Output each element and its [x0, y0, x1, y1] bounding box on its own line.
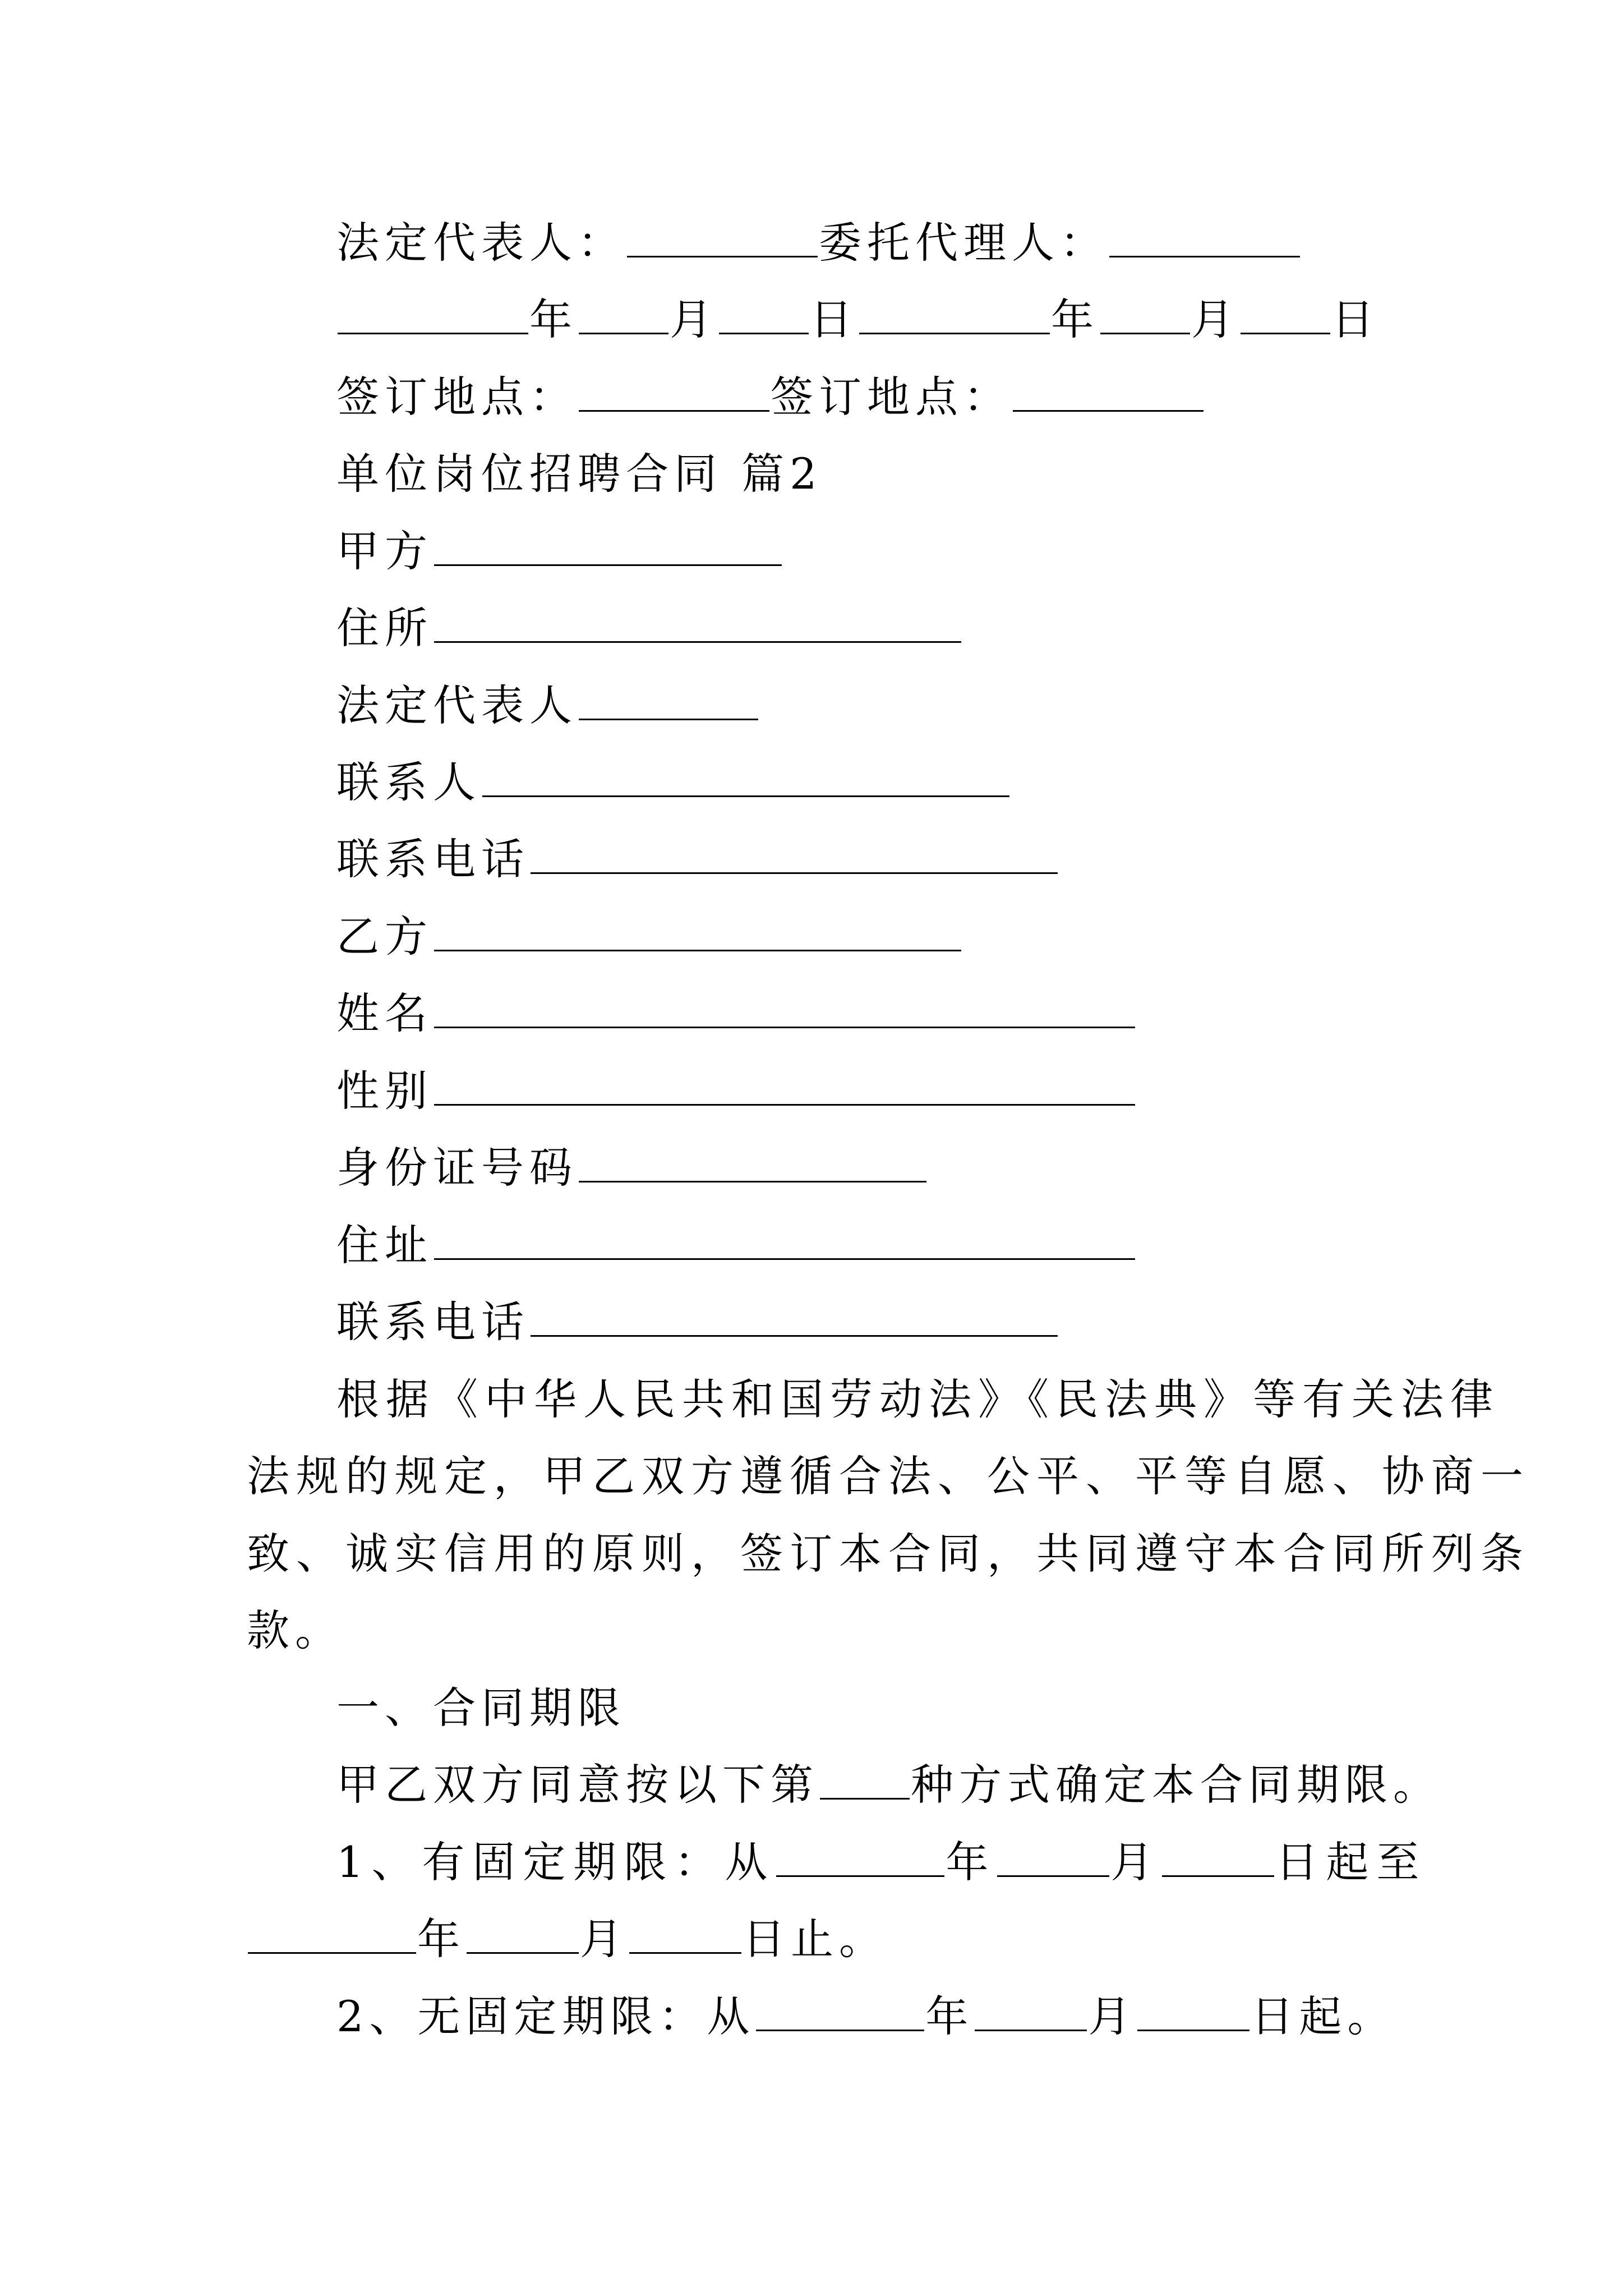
- section-title: 单位岗位招聘合同 篇2: [336, 449, 823, 499]
- preamble-line-1: 根据《中华人民共和国劳动法》《民法典》等有关法律: [336, 1374, 1500, 1424]
- party-a-contact-label: 联系人: [336, 757, 481, 807]
- date-month-word: 月: [670, 295, 718, 344]
- party-b-id-label: 身份证号码: [336, 1143, 578, 1193]
- year-word: 年: [417, 1914, 465, 1964]
- place-b-blank: [1013, 374, 1204, 412]
- place-label: 签订地点：: [336, 372, 578, 422]
- party-b-gender-line: [336, 1064, 1136, 1118]
- party-a-phone-line: [336, 832, 1059, 886]
- fixed-end-year-blank: [248, 1916, 416, 1954]
- fixed-term-label: 1、有固定期限：从: [336, 1837, 776, 1887]
- place-a-blank: [579, 374, 769, 412]
- fixed-term-end-line: [247, 1912, 887, 1966]
- party-b-name-blank: [434, 991, 1135, 1028]
- party-a-blank: [434, 528, 782, 566]
- legal-rep-label: 法定代表人：: [336, 218, 626, 268]
- party-a-phone-blank: [531, 836, 1058, 874]
- party-b-blank: [434, 914, 961, 951]
- signature-date-line: [336, 293, 1380, 347]
- month-word: 月: [580, 1914, 628, 1964]
- party-b-gender-blank: [434, 1068, 1135, 1106]
- party-a-contact-line: [336, 756, 1011, 809]
- date-year-word: 年: [529, 295, 578, 344]
- party-b-address-label: 住址: [336, 1220, 433, 1270]
- year-word: 年: [925, 1991, 974, 2041]
- open-start-year-blank: [756, 1994, 924, 2031]
- date-a-year-blank: [338, 297, 528, 334]
- party-a-legal-rep-line: [336, 679, 759, 733]
- party-b-phone-line: [336, 1295, 1059, 1349]
- party-a-legal-rep-label: 法定代表人: [336, 680, 578, 730]
- open-term-line: [336, 1990, 1395, 2044]
- agent-blank: [1109, 220, 1300, 257]
- preamble-line-3: 致、诚实信用的原则，签订本合同，共同遵守本合同所列条: [247, 1529, 1530, 1579]
- method-number-blank: [820, 1762, 910, 1800]
- fixed-start-year-blank: [776, 1839, 944, 1877]
- party-b-line: [336, 910, 962, 964]
- party-a-line: [336, 524, 783, 578]
- date-a-day-blank: [719, 297, 809, 334]
- party-b-name-label: 姓名: [336, 988, 433, 1038]
- place-label: 签订地点：: [771, 372, 1012, 422]
- party-a-label: 甲方: [336, 526, 433, 576]
- date-year-word: 年: [1051, 295, 1099, 344]
- date-a-month-blank: [579, 297, 668, 334]
- party-a-legal-rep-blank: [579, 683, 758, 720]
- date-day-word: 日: [1331, 295, 1380, 344]
- party-b-phone-label: 联系电话: [336, 1297, 529, 1347]
- from-day-suffix: 日起至: [1275, 1837, 1427, 1887]
- fixed-start-day-blank: [1162, 1839, 1274, 1877]
- month-word: 月: [1110, 1837, 1161, 1887]
- party-b-id-blank: [579, 1145, 926, 1182]
- date-day-word: 日: [810, 295, 858, 344]
- signature-place-line: [336, 370, 1205, 424]
- fixed-term-line: [336, 1835, 1427, 1889]
- party-b-phone-blank: [531, 1299, 1058, 1337]
- signature-rep-line: [336, 216, 1301, 270]
- fixed-start-month-blank: [997, 1839, 1109, 1877]
- fixed-end-month-blank: [467, 1916, 579, 1954]
- party-a-contact-blank: [482, 760, 1009, 797]
- date-month-word: 月: [1191, 295, 1239, 344]
- date-b-year-blank: [859, 297, 1050, 334]
- year-word: 年: [946, 1837, 997, 1887]
- party-b-address-blank: [434, 1222, 1135, 1260]
- date-b-month-blank: [1100, 297, 1190, 334]
- fixed-end-day-blank: [629, 1916, 741, 1954]
- month-word: 月: [1088, 1991, 1137, 2041]
- party-a-address-line: [336, 601, 962, 655]
- open-start-month-blank: [975, 1994, 1087, 2031]
- party-b-name-line: [336, 987, 1136, 1041]
- clause-1-intro-after: 种方式确定本合同期限。: [911, 1760, 1441, 1810]
- party-b-address-line: [336, 1218, 1136, 1272]
- agent-label: 委托代理人：: [819, 218, 1108, 268]
- clause-1-intro-line: [336, 1758, 1441, 1812]
- party-a-address-blank: [434, 605, 961, 643]
- open-term-label: 2、无固定期限：从: [336, 1991, 755, 2041]
- clause-1-intro-before: 甲乙双方同意按以下第: [336, 1760, 819, 1810]
- start-suffix: 日起。: [1251, 1991, 1396, 2041]
- date-b-day-blank: [1241, 297, 1330, 334]
- party-a-address-label: 住所: [336, 603, 433, 653]
- until-suffix: 日止。: [743, 1914, 887, 1964]
- open-start-day-blank: [1137, 1994, 1249, 2031]
- preamble-line-4: 款。: [247, 1605, 343, 1655]
- party-b-gender-label: 性别: [336, 1066, 433, 1116]
- party-b-id-line: [336, 1141, 928, 1195]
- legal-rep-blank: [627, 220, 818, 257]
- party-b-label: 乙方: [336, 912, 433, 961]
- clause-1-heading: 一、合同期限: [336, 1683, 626, 1733]
- preamble-line-2: 法规的规定，甲乙双方遵循合法、公平、平等自愿、协商一: [247, 1451, 1530, 1501]
- party-a-phone-label: 联系电话: [336, 834, 529, 884]
